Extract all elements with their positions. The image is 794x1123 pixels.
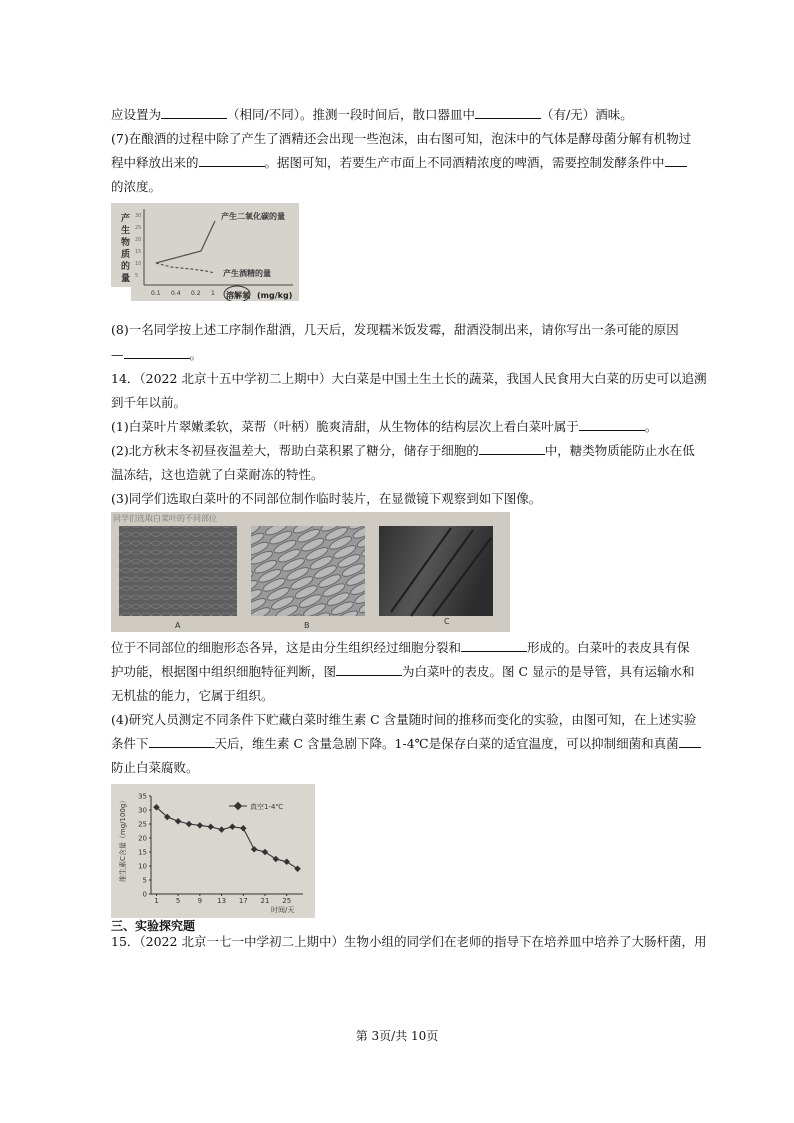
- xtick: 0.1: [151, 290, 161, 297]
- y-axis-label: 维生素C含量（mg/100g）: [119, 796, 127, 882]
- blank-answer[interactable]: [665, 155, 687, 167]
- xtick-label: 25: [282, 897, 292, 905]
- text: —: [111, 347, 124, 362]
- text-line: 14．（2022 北京十五中学初二上期中）大白菜是中国土生土长的蔬菜，我国人民食用大白菜的历史可以追溯: [111, 371, 707, 386]
- text: 应设置为: [111, 107, 162, 122]
- panel-c-image: [379, 526, 493, 616]
- ytick: 30: [135, 213, 142, 219]
- section-heading: 三、实验探究题: [111, 919, 196, 933]
- ytick-label: 20: [138, 834, 147, 843]
- text-line: [111, 419, 657, 435]
- ylabel-char: 生: [121, 226, 131, 236]
- legend-label: 真空1-4℃: [250, 803, 284, 811]
- text-line: 防止白菜腐败。: [111, 760, 199, 775]
- ytick: 5: [135, 273, 139, 279]
- ylabel-char: 量: [121, 274, 131, 284]
- text-line: (4)研究人员测定不同条件下贮藏白菜时维生素 C 含量随时间的推移而变化的实验，由图可知，在上述实验: [111, 712, 697, 727]
- text: 位于不同部位的细胞形态各异，这是由分生组织经过细胞分裂和: [111, 640, 462, 655]
- text-line: [111, 155, 687, 171]
- text-line: 无机盐的能力，它属于组织。: [111, 688, 274, 703]
- blank-answer[interactable]: [679, 736, 701, 748]
- ylabel-char: 质: [121, 250, 131, 260]
- blank-answer[interactable]: [475, 107, 541, 119]
- ytick-label: 0: [142, 890, 147, 899]
- ytick-label: 15: [138, 848, 147, 857]
- xtick-label: 21: [260, 897, 270, 905]
- ytick: 15: [135, 249, 142, 255]
- text-line: [111, 736, 701, 752]
- xtick-label: 5: [175, 897, 181, 905]
- text: (1)白菜叶片翠嫩柔软，菜帮（叶柄）脆爽清甜，从生物体的结构层次上看白菜叶属于: [111, 419, 579, 434]
- blank-answer[interactable]: [161, 107, 227, 119]
- ytick: 20: [135, 237, 142, 243]
- ytick-label: 5: [142, 876, 147, 885]
- ylabel-char: 物: [121, 238, 131, 248]
- xtick-label: 9: [197, 897, 203, 905]
- xtick: 0.2: [191, 290, 201, 297]
- text: 中，糖类物质能防止水在低: [544, 443, 695, 458]
- blank-answer[interactable]: [579, 419, 645, 431]
- blank-answer[interactable]: [149, 736, 215, 748]
- text-line: [111, 107, 633, 123]
- text: 天后，维生素 C 含量急剧下降。1-4℃是保存白菜的适宜温度，可以抑制细菌和真菌: [214, 736, 679, 751]
- xtick-label: 1: [154, 897, 159, 905]
- figure-oxygen-chart: [111, 203, 299, 313]
- text: 为白菜叶的表皮。图 C 显示的是导管，具有运输水和: [402, 664, 695, 679]
- text: 形成的。白菜叶的表皮具有保: [527, 640, 690, 655]
- panel-b-image: [251, 526, 365, 616]
- ytick-label: 25: [138, 820, 147, 829]
- ytick: 10: [135, 261, 142, 267]
- ylabel-char: 的: [121, 262, 131, 272]
- text: 。: [189, 347, 203, 362]
- text: 程中释放出来的: [111, 155, 199, 170]
- text: 条件下: [111, 736, 149, 751]
- x-axis-label: 时间/天: [271, 906, 295, 914]
- xtick-label: 13: [217, 897, 227, 905]
- blank-answer[interactable]: [336, 664, 402, 676]
- text-line: (8)一名同学按上述工序制作甜酒，几天后，发现糯米饭发霉，甜酒没制出来，请你写出一条可能的原因: [111, 322, 679, 337]
- text: 。据图可知，若要生产市面上不同酒精浓度的啤酒，需要控制发酵条件中: [264, 155, 665, 170]
- text: 。: [644, 419, 658, 434]
- ytick: 25: [135, 225, 142, 231]
- xtick: 0.4: [171, 290, 181, 297]
- text-line: 到千年以前。: [111, 395, 187, 410]
- co2-label: 产生二氧化碳的量: [221, 212, 285, 221]
- ytick-label: 30: [138, 806, 147, 815]
- xunit: (mg/kg): [257, 291, 293, 300]
- page-footer: 第 3页/共 10页: [355, 1029, 439, 1043]
- figure-microscope: [111, 512, 510, 632]
- xtick-label: 17: [238, 897, 248, 905]
- ytick-label: 10: [138, 862, 147, 871]
- panel-label-b: B: [304, 621, 310, 630]
- blank-answer[interactable]: [461, 640, 527, 652]
- text-line: 温冻结，这也造就了白菜耐冻的特性。: [111, 467, 324, 482]
- text-line: (3)同学们选取白菜叶的不同部位制作临时装片，在显微镜下观察到如下图像。: [111, 491, 542, 506]
- xtick: 1: [211, 290, 215, 297]
- figure-vitamin-c-chart: [111, 784, 315, 918]
- blank-answer[interactable]: [479, 443, 545, 455]
- alcohol-label: 产生酒精的量: [223, 269, 271, 278]
- text-line: [111, 640, 690, 656]
- panel-a-image: [119, 526, 237, 616]
- text-line: (7)在酿酒的过程中除了产生了酒精还会出现一些泡沫，由右图可知，泡沫中的气体是酵母菌分解有机物过: [111, 131, 692, 146]
- panel-label-a: A: [175, 621, 181, 630]
- text: （有/无）酒味。: [540, 107, 633, 122]
- text-line: [111, 347, 202, 363]
- text-line: 15．（2022 北京一七一中学初二上期中）生物小组的同学们在老师的指导下在培养皿中培养了大肠杆菌，用: [111, 934, 707, 949]
- text: (2)北方秋末冬初昼夜温差大，帮助白菜积累了糖分，储存于细胞的: [111, 443, 479, 458]
- text: （相同/不同）。推测一段时间后，散口器皿中: [227, 107, 475, 122]
- blank-answer[interactable]: [199, 155, 265, 167]
- text-line: 的浓度。: [111, 179, 162, 194]
- ylabel-char: 产: [121, 214, 131, 224]
- ytick-label: 35: [138, 792, 147, 801]
- text-line: [111, 443, 695, 459]
- text-line: [111, 664, 695, 680]
- panel-label-c: C: [444, 617, 450, 626]
- figure-caption-top: 同学们选取白菜叶的不同部位: [113, 514, 217, 523]
- text: 护功能，根据图中组织细胞特征判断，图: [111, 664, 337, 679]
- blank-answer[interactable]: [124, 347, 190, 359]
- xlabel: 溶解氧: [226, 291, 250, 300]
- mask-box: [111, 287, 131, 301]
